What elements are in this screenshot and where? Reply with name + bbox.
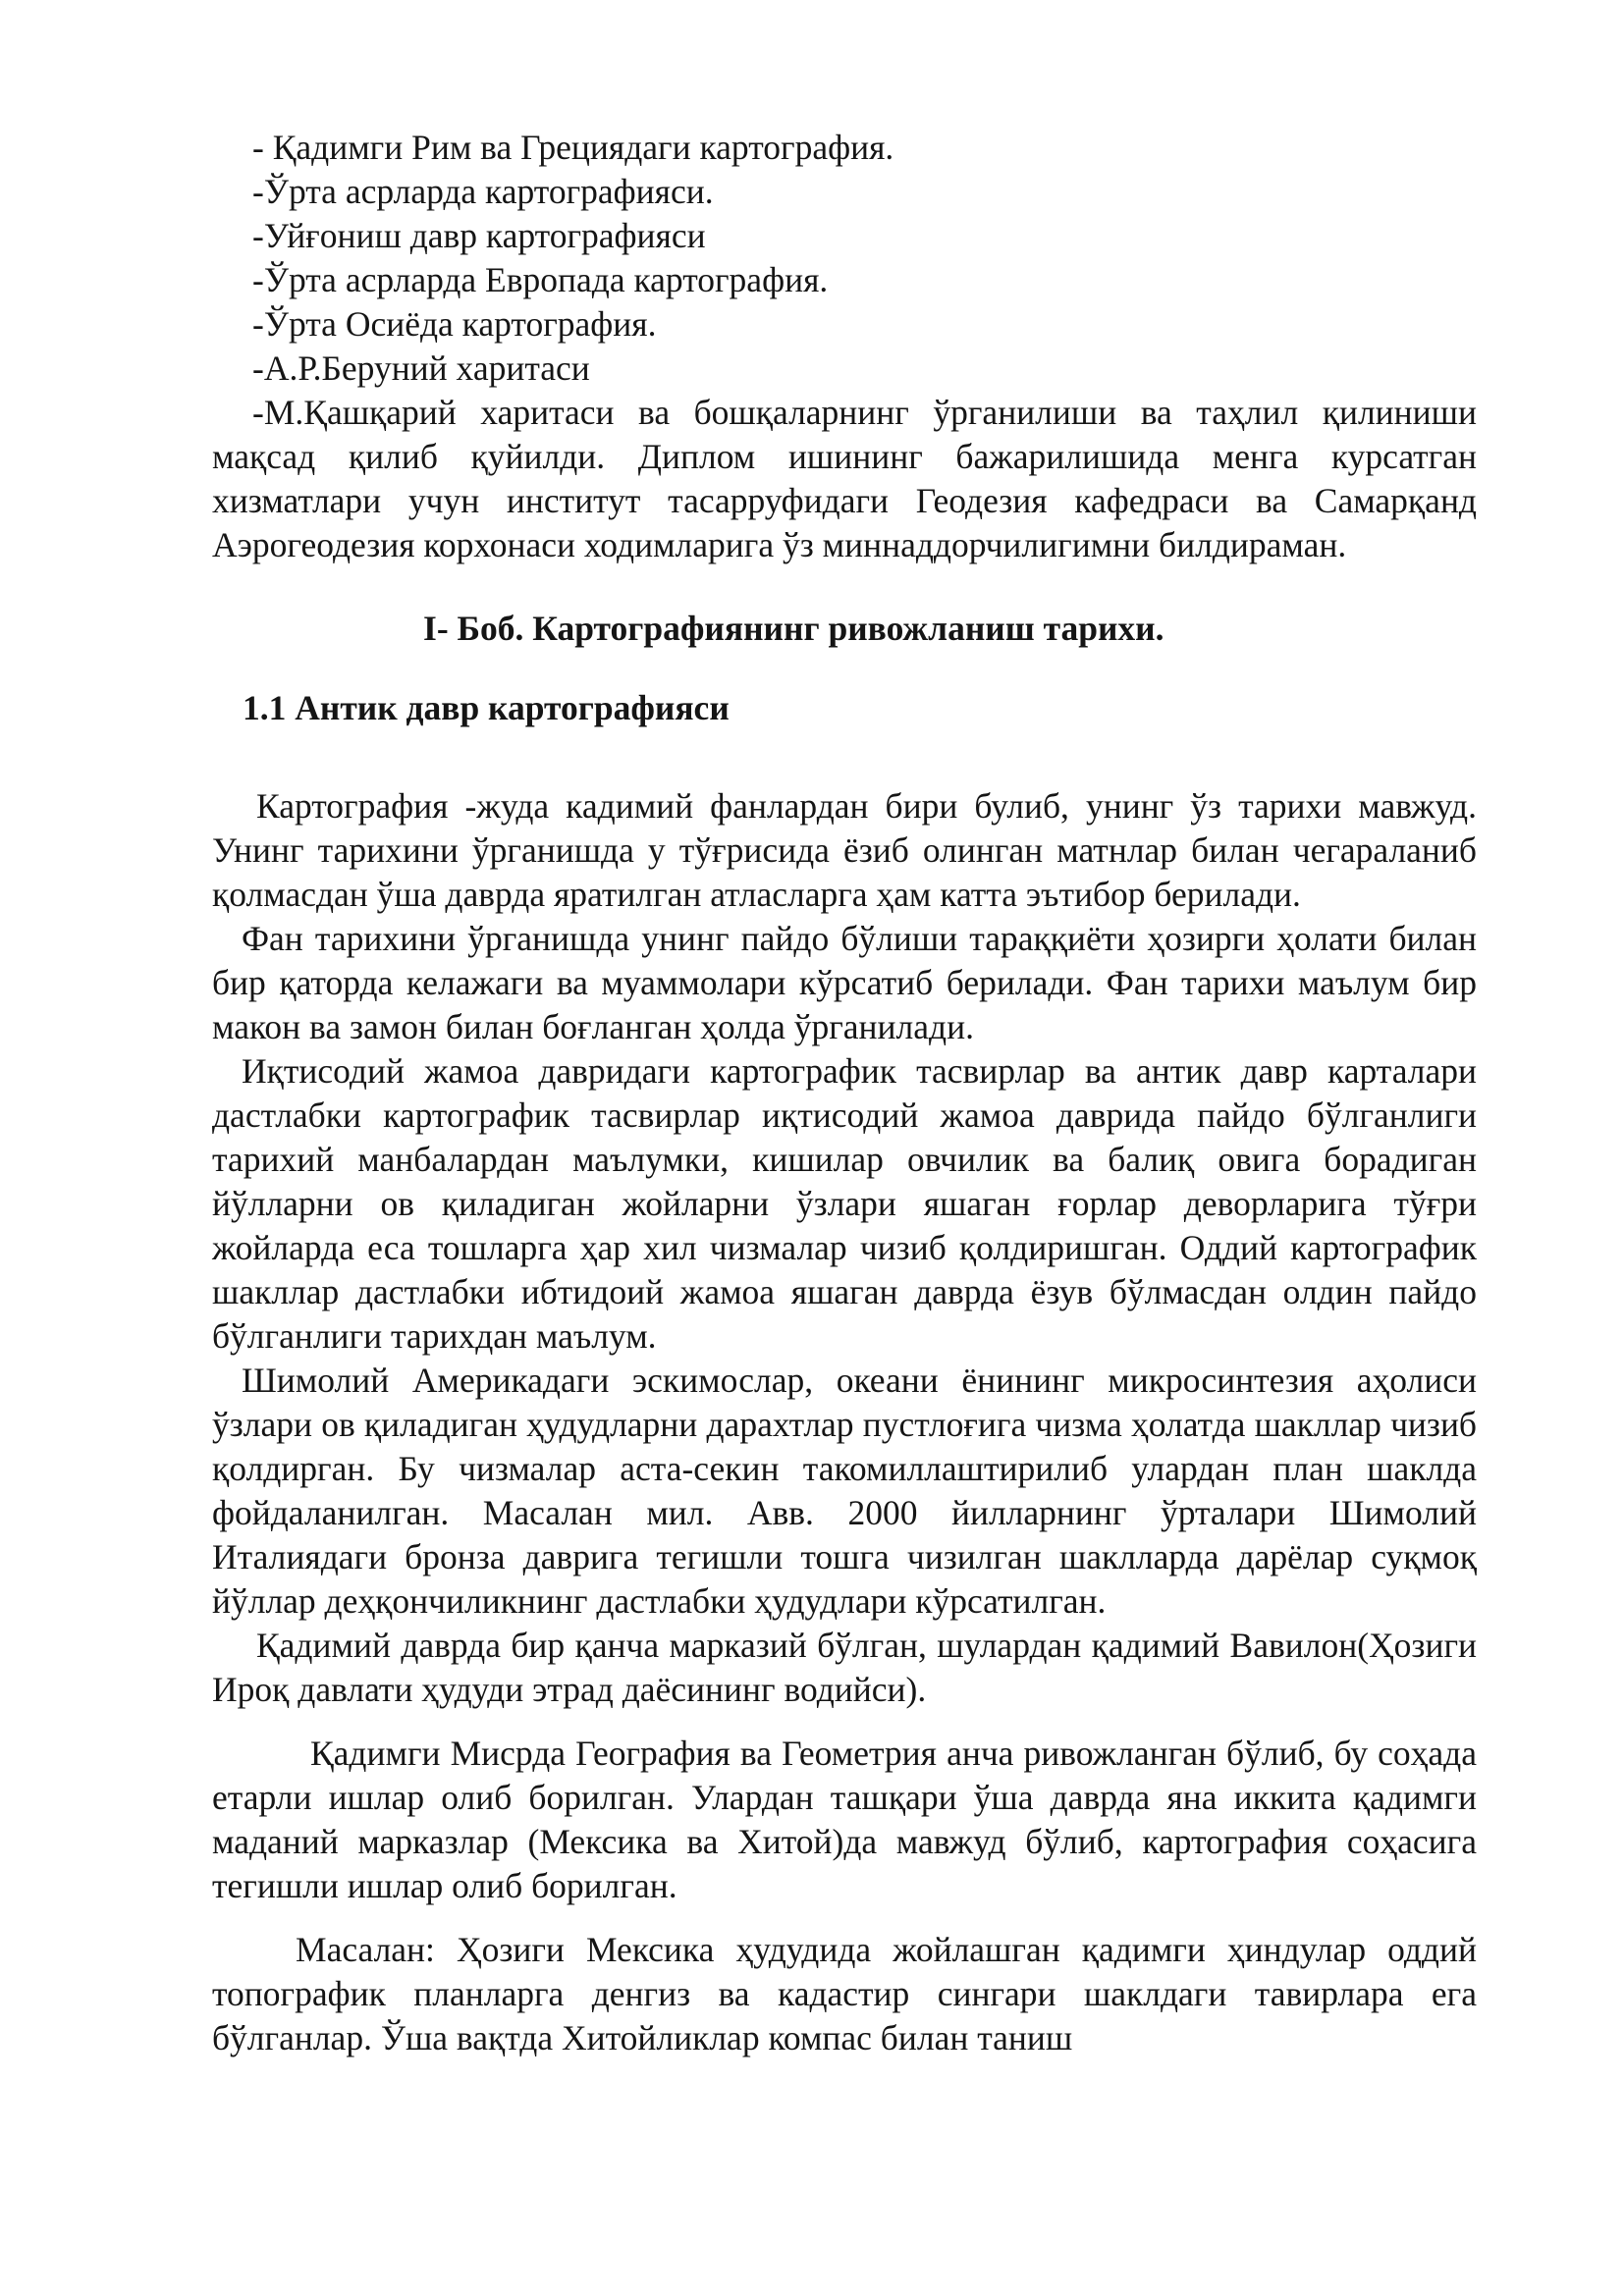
list-item: -Ўрта асрларда Европада картография. [252,260,829,299]
document-page [212,126,1477,2060]
intro-paragraph: -М.Қашқарий харитаси ва бошқаларнинг ўрганилиши ва таҳлил қилиниши мақсад қилиб қуйилди. Диплом ишининг бажарилишида менга курсатган хизматлари учун институт тасарруфидаги Геодезия кафедраси ва Самарқанд Аэрогеодезия корхонаси ходимларига ўз миннаддорчилигимни билдираман. [212,393,1477,564]
list-item: -Ўрта Осиёда картография. [252,304,657,344]
chapter-title: I- Боб. Картографиянинг ривожланиш тарихи. [423,609,1164,648]
body-paragraph: Фан тарихини ўрганишда унинг пайдо бўлиши тараққиёти ҳозирги ҳолати билан бир қаторда келажаги ва муаммолари кўрсатиб берилади. Фан тарихи маълум бир макон ва замон билан боғланган ҳолда ўрганилади. [212,919,1477,1046]
list-item: - Қадимги Рим ва Грециядаги картография. [252,128,894,167]
body-paragraph: Қадимий даврда бир қанча марказий бўлган, шулардан қадимий Вавилон(Ҳозиги Ироқ давлати ҳудуди этрад даёсининг водийси). [212,1626,1477,1709]
body-paragraph: Картография -жуда кадимий фанлардан бири булиб, унинг ўз тарихи мавжуд. Унинг тарихини ўрганишда у тўғрисида ёзиб олинган матнлар билан чегараланиб қолмасдан ўша даврда яратилган атласларга ҳам катта эътибор берилади. [212,786,1477,914]
body-paragraph: Иқтисодий жамоа давридаги картографик тасвирлар ва антик давр карталари дастлабки картографик тасвирлар иқтисодий жамоа даврида пайдо бўлганлиги тарихий манбалардан маълумки, кишилар овчилик ва балиқ овига борадиган йўлларни ов қиладиган жойларни ўзлари яшаган ғорлар деворларига тўғри жойларда еса тошларга ҳар хил чизмалар чизиб қолдиришган. Оддий картографик шакллар дастлабки ибтидоий жамоа яшаган даврда ёзув бўлмасдан олдин пайдо бўлганлиги тарихдан маълум. [212,1051,1477,1356]
body-paragraph: Шимолий Америкадаги эскимослар, океани ёнининг микросинтезия аҳолиси ўзлари ов қиладиган ҳудудларни дарахтлар пустлоғига чизма ҳолатда шакллар чизиб қолдирган. Бу чизмалар аста-секин такомиллаштирилиб улардан план шаклда фойдаланилган. Масалан мил. Авв. 2000 йилларнинг ўрталари Шимолий Италиядаги бронза даврига тегишли тошга чизилган шаклларда дарёлар суқмоқ йўллар деҳқончиликнинг дастлабки ҳудудлари кўрсатилган. [212,1361,1477,1621]
list-item: -А.Р.Беруний харитаси [252,348,590,388]
body-paragraph: Қадимги Мисрда География ва Геометрия анча ривожланган бўлиб, бу соҳада етарли ишлар олиб борилган. Улардан ташқари ўша даврда яна иккита қадимги маданий марказлар (Мексика ва Хитой)да мавжуд бўлиб, картография соҳасига тегишли ишлар олиб борилган. [212,1734,1477,1905]
body-paragraph: Масалан: Ҳозиги Мексика ҳудудида жойлашган қадимги ҳиндулар оддий топографик планларга денгиз ва кадастир сингари шаклдаги тавирлара ега бўлганлар. Ўша вақтда Хитойликлар компас билан таниш [212,1930,1477,2057]
list-item: -Ўрта асрларда картографияси. [252,172,714,211]
section-title: 1.1 Антик давр картографияси [243,688,730,727]
list-item: -Уйғониш давр картографияси [252,216,706,255]
